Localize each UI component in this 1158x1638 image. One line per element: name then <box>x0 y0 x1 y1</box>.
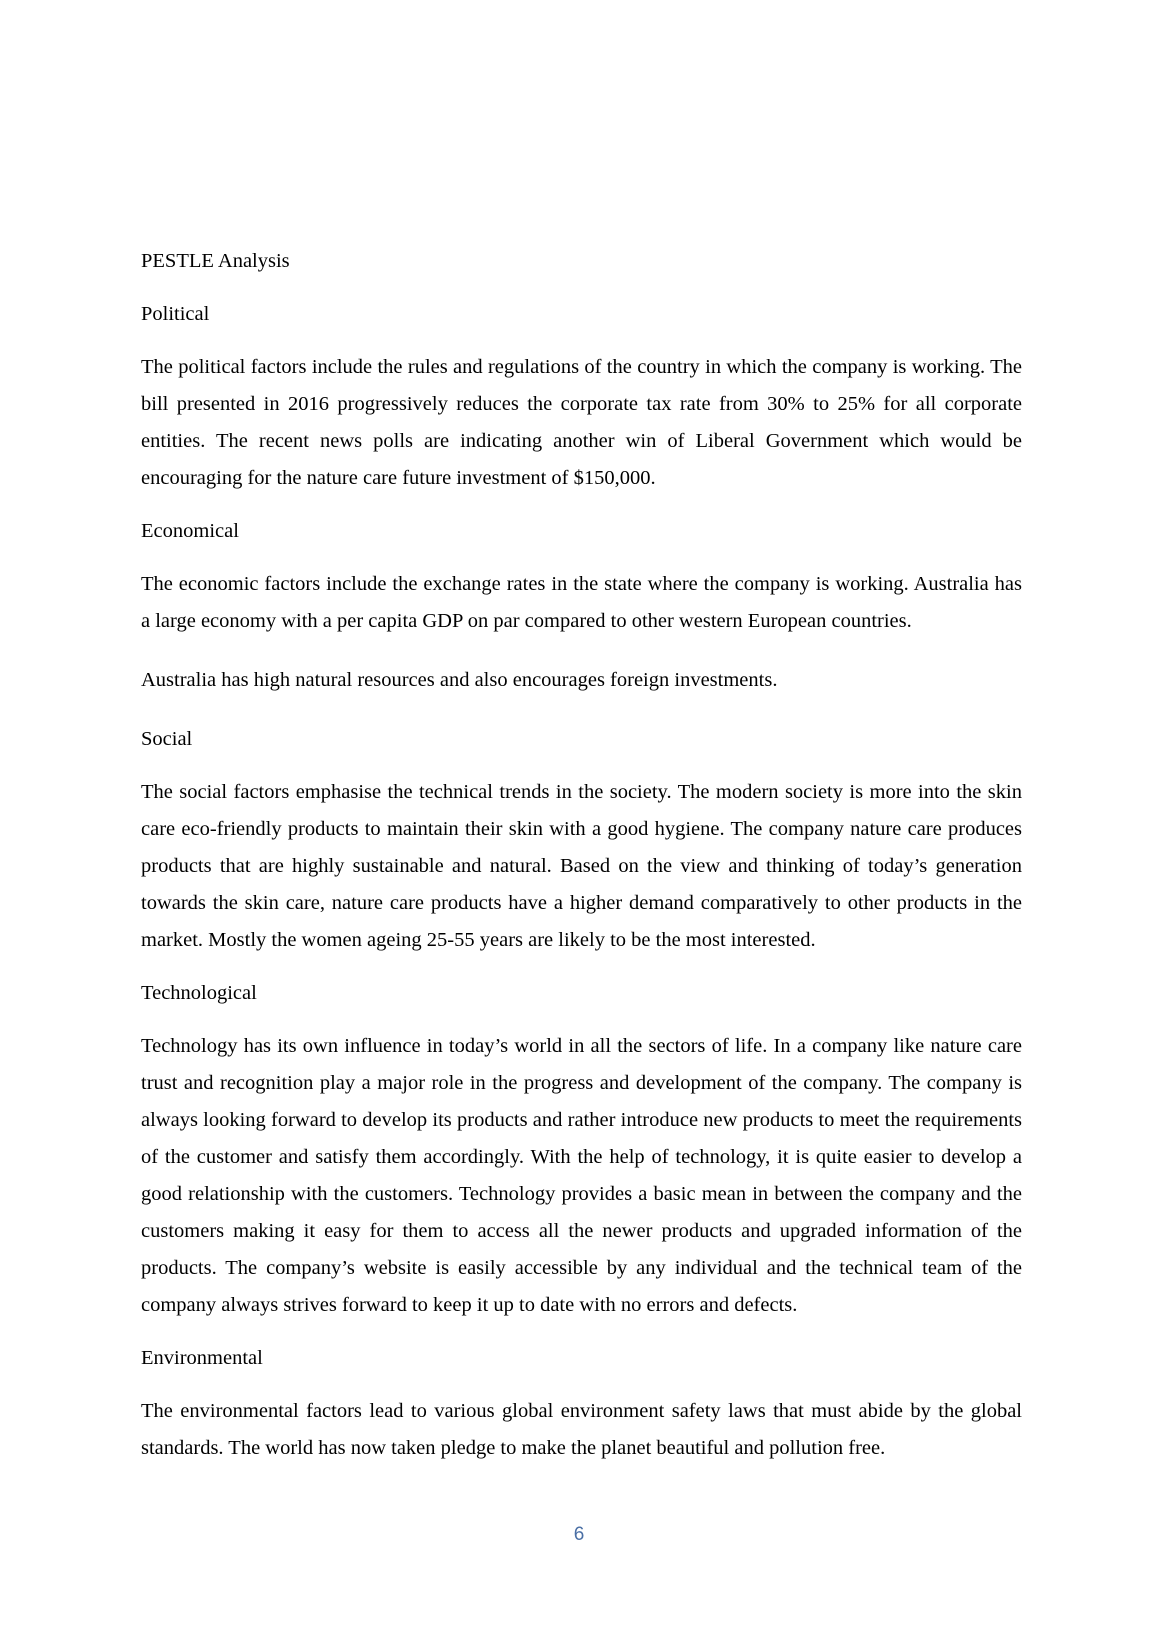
section-heading-political: Political <box>141 303 210 325</box>
page-content <box>141 243 1022 1483</box>
section-heading-social: Social <box>141 728 193 750</box>
section-heading-technological: Technological <box>141 982 257 1004</box>
paragraph-technological: Technology has its own influence in today’s world in all the sectors of life. In a company like nature care trust and recognition play a major role in the progress and development of the company. The company is always looking forward to develop its products and rather introduce new products to meet the requirements of the customer and satisfy them accordingly. With the help of technology, it is quite easier to develop a good relationship with the customers. Technology provides a basic mean in between the company and the customers making it easy for them to access all the newer products and upgraded information of the products. The company’s website is easily accessible by any individual and the technical team of the company always strives forward to keep it up to date with no errors and defects. <box>141 1035 1022 1316</box>
page-number: 6 <box>573 1524 585 1545</box>
paragraph-environmental: The environmental factors lead to various global environment safety laws that must abide by the global standards. The world has now taken pledge to make the planet beautiful and pollution free. <box>141 1400 1022 1459</box>
paragraph-economical-2: Australia has high natural resources and also encourages foreign investments. <box>141 669 778 691</box>
paragraph-economical-1: The economic factors include the exchange rates in the state where the company is working. Australia has a large economy with a per capita GDP on par compared to other western European countries. <box>141 573 1022 632</box>
section-heading-environmental: Environmental <box>141 1347 263 1369</box>
document-title: PESTLE Analysis <box>141 250 290 272</box>
paragraph-political: The political factors include the rules and regulations of the country in which the company is working. The bill presented in 2016 progressively reduces the corporate tax rate from 30% to 25% for all corporate entities. The recent news polls are indicating another win of Liberal Government which would be encouraging for the nature care future investment of $150,000. <box>141 356 1022 489</box>
paragraph-social: The social factors emphasise the technical trends in the society. The modern society is more into the skin care eco-friendly products to maintain their skin with a good hygiene. The company nature care produces products that are highly sustainable and natural. Based on the view and thinking of today’s generation towards the skin care, nature care products have a higher demand comparatively to other products in the market. Mostly the women ageing 25-55 years are likely to be the most interested. <box>141 781 1022 951</box>
section-heading-economical: Economical <box>141 520 239 542</box>
